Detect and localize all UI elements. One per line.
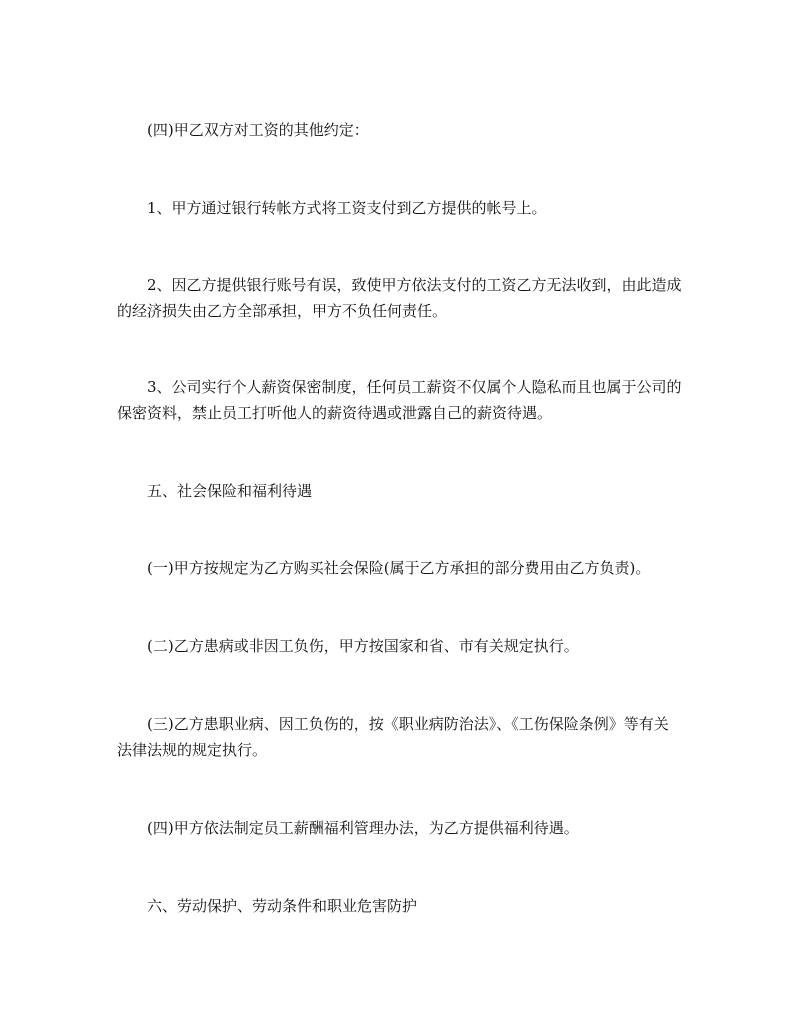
- paragraph-bank-transfer: 1、甲方通过银行转帐方式将工资支付到乙方提供的帐号上。: [147, 199, 547, 217]
- paragraph-illness-injury: (二)乙方患病或非因工负伤，甲方按国家和省、市有关规定执行。: [147, 637, 579, 655]
- paragraph-wage-other-agreements: (四)甲乙双方对工资的其他约定：: [147, 121, 369, 139]
- paragraph-occupational-disease: (三)乙方患职业病、因工负伤的，按《职业病防治法》、《工伤保险条例》等有关法律法规的规定执行。: [117, 715, 669, 759]
- section-heading-social-insurance: 五、社会保险和福利待遇: [147, 482, 313, 500]
- paragraph-salary-confidentiality: 3、公司实行个人薪资保密制度，任何员工薪资不仅属个人隐私而且也属于公司的保密资料，禁止员工打听他人的薪资待遇或泄露自己的薪资待遇。: [117, 378, 682, 422]
- paragraph-welfare-policy: (四)甲方依法制定员工薪酬福利管理办法，为乙方提供福利待遇。: [147, 819, 579, 837]
- section-heading-labor-protection: 六、劳动保护、劳动条件和职业危害防护: [147, 897, 418, 915]
- paragraph-bank-account-error: 2、因乙方提供银行账号有误，致使甲方依法支付的工资乙方无法收到，由此造成的经济损失由乙方全部承担，甲方不负任何责任。: [117, 276, 682, 320]
- paragraph-social-insurance-purchase: (一)甲方按规定为乙方购买社会保险(属于乙方承担的部分费用由乙方负责)。: [147, 559, 651, 577]
